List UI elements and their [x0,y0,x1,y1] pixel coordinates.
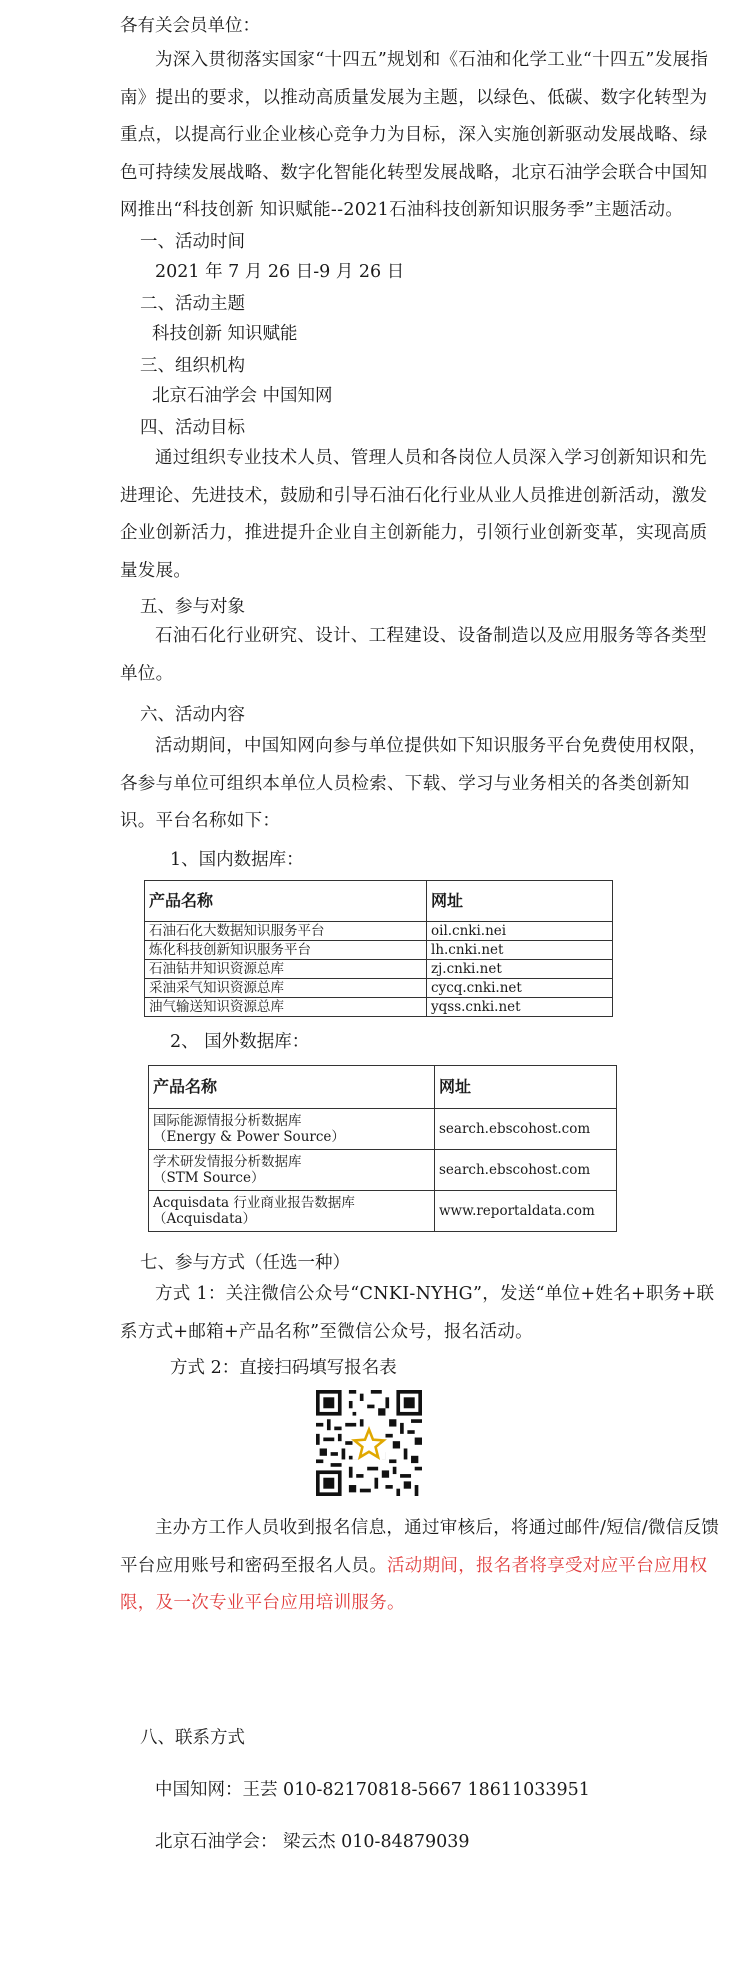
table-row [145,941,613,960]
product-url: yqss.cnki.net [427,998,613,1017]
product-name: 油气输送知识资源总库 [145,998,427,1017]
product-url: cycq.cnki.net [427,979,613,998]
header-url: 网址 [427,881,613,922]
header-product: 产品名称 [149,1066,435,1109]
product-url: zj.cnki.net [427,960,613,979]
table-row [149,1150,617,1191]
method-2: 方式 2：直接扫码填写报名表 [170,1358,397,1378]
product-name-cn: 学术研发情报分析数据库 [153,1154,302,1170]
table-row [145,979,613,998]
product-name: 石油钻井知识资源总库 [145,960,427,979]
section-time-body: 2021 年 7 月 26 日-9 月 26 日 [155,262,405,282]
product-name-en: （Energy & Power Source） [153,1129,345,1145]
header-product: 产品名称 [145,881,427,922]
section-theme-body: 科技创新 知识赋能 [152,324,298,344]
table-row [149,1109,617,1150]
table-row [145,998,613,1017]
header-url: 网址 [435,1066,617,1109]
qr-code-icon [316,1390,422,1496]
table-row [145,922,613,941]
method-1: 方式 1：关注微信公众号“CNKI-NYHG”，发送“单位+姓名+职务+联系方式+邮箱+产品名称”至微信公众号，报名活动。 [120,1284,715,1342]
table-header-row [149,1066,617,1109]
contact-cnki: 中国知网：王芸 010-82170818-5667 18611033951 [155,1780,590,1800]
section-content-heading: 六、活动内容 [140,705,245,725]
section-target-heading: 五、参与对象 [140,597,245,617]
table-header-row [145,881,613,922]
product-url: oil.cnki.nei [427,922,613,941]
product-name-en: （Acquisdata） [153,1211,257,1227]
foreign-db-table [148,1065,617,1232]
section-goal-heading: 四、活动目标 [140,418,245,438]
section-org-heading: 三、组织机构 [140,356,245,376]
contact-bps: 北京石油学会： 梁云杰 010-84879039 [155,1832,470,1852]
section-org-body: 北京石油学会 中国知网 [152,386,333,406]
section-contact-heading: 八、联系方式 [140,1728,245,1748]
section-content-body: 活动期间，中国知网向参与单位提供如下知识服务平台免费使用权限，各参与单位可组织本单位人员检索、下载、学习与业务相关的各类创新知识。平台名称如下： [120,736,707,832]
foreign-db-label: 2、 国外数据库： [170,1032,310,1052]
product-name-en: （STM Source） [153,1170,265,1186]
section-target-body: 石油石化行业研究、设计、工程建设、设备制造以及应用服务等各类型单位。 [120,626,707,684]
domestic-db-table [144,880,613,1017]
product-url: search.ebscohost.com [435,1109,617,1150]
section-time-heading: 一、活动时间 [140,232,245,252]
salutation: 各有关会员单位： [120,16,260,36]
product-name: 采油采气知识资源总库 [145,979,427,998]
table-row [145,960,613,979]
product-name [149,1150,435,1191]
product-name [149,1191,435,1232]
product-name: 炼化科技创新知识服务平台 [145,941,427,960]
notice-red-text: 活动期间，报名者将享受对应平台应用权限，及一次专业平台应用培训服务。 [120,1555,708,1614]
product-url: lh.cnki.net [427,941,613,960]
section-goal-body: 通过组织专业技术人员、管理人员和各岗位人员深入学习创新知识和先进理论、先进技术，鼓励和引导石油石化行业从业人员推进创新活动，激发企业创新活力，推进提升企业自主创新能力，引领行业创新变革，实现高质量发展。 [120,448,708,581]
intro-paragraph: 为深入贯彻落实国家“十四五”规划和《石油和化学工业“十四五”发展指南》提出的要求，以推动高质量发展为主题，以绿色、低碳、数字化转型为重点，以提高行业企业核心竞争力为目标，深入实施创新驱动发展战略、绿色可持续发展战略、数字化智能化转型发展战略，北京石油学会联合中国知网推出“科技创新 知识赋能--2021石油科技创新知识服务季”主题活动。 [120,50,709,221]
domestic-db-label: 1、国内数据库： [170,850,304,870]
product-url: www.reportaldata.com [435,1191,617,1232]
product-name [149,1109,435,1150]
table-row [149,1191,617,1232]
notice-paragraph [120,1510,720,1623]
product-name-cn: 国际能源情报分析数据库 [153,1113,302,1129]
section-method-heading: 七、参与方式（任选一种） [140,1253,350,1273]
notice-black-text: 主办方工作人员收到报名信息，通过审核后，将通过邮件/短信/微信反馈平台应用账号和密码至报名人员。 [120,1518,720,1576]
product-name: 石油石化大数据知识服务平台 [145,922,427,941]
product-name-cn: Acquisdata 行业商业报告数据库 [153,1195,355,1211]
product-url: search.ebscohost.com [435,1150,617,1191]
section-theme-heading: 二、活动主题 [140,294,245,314]
